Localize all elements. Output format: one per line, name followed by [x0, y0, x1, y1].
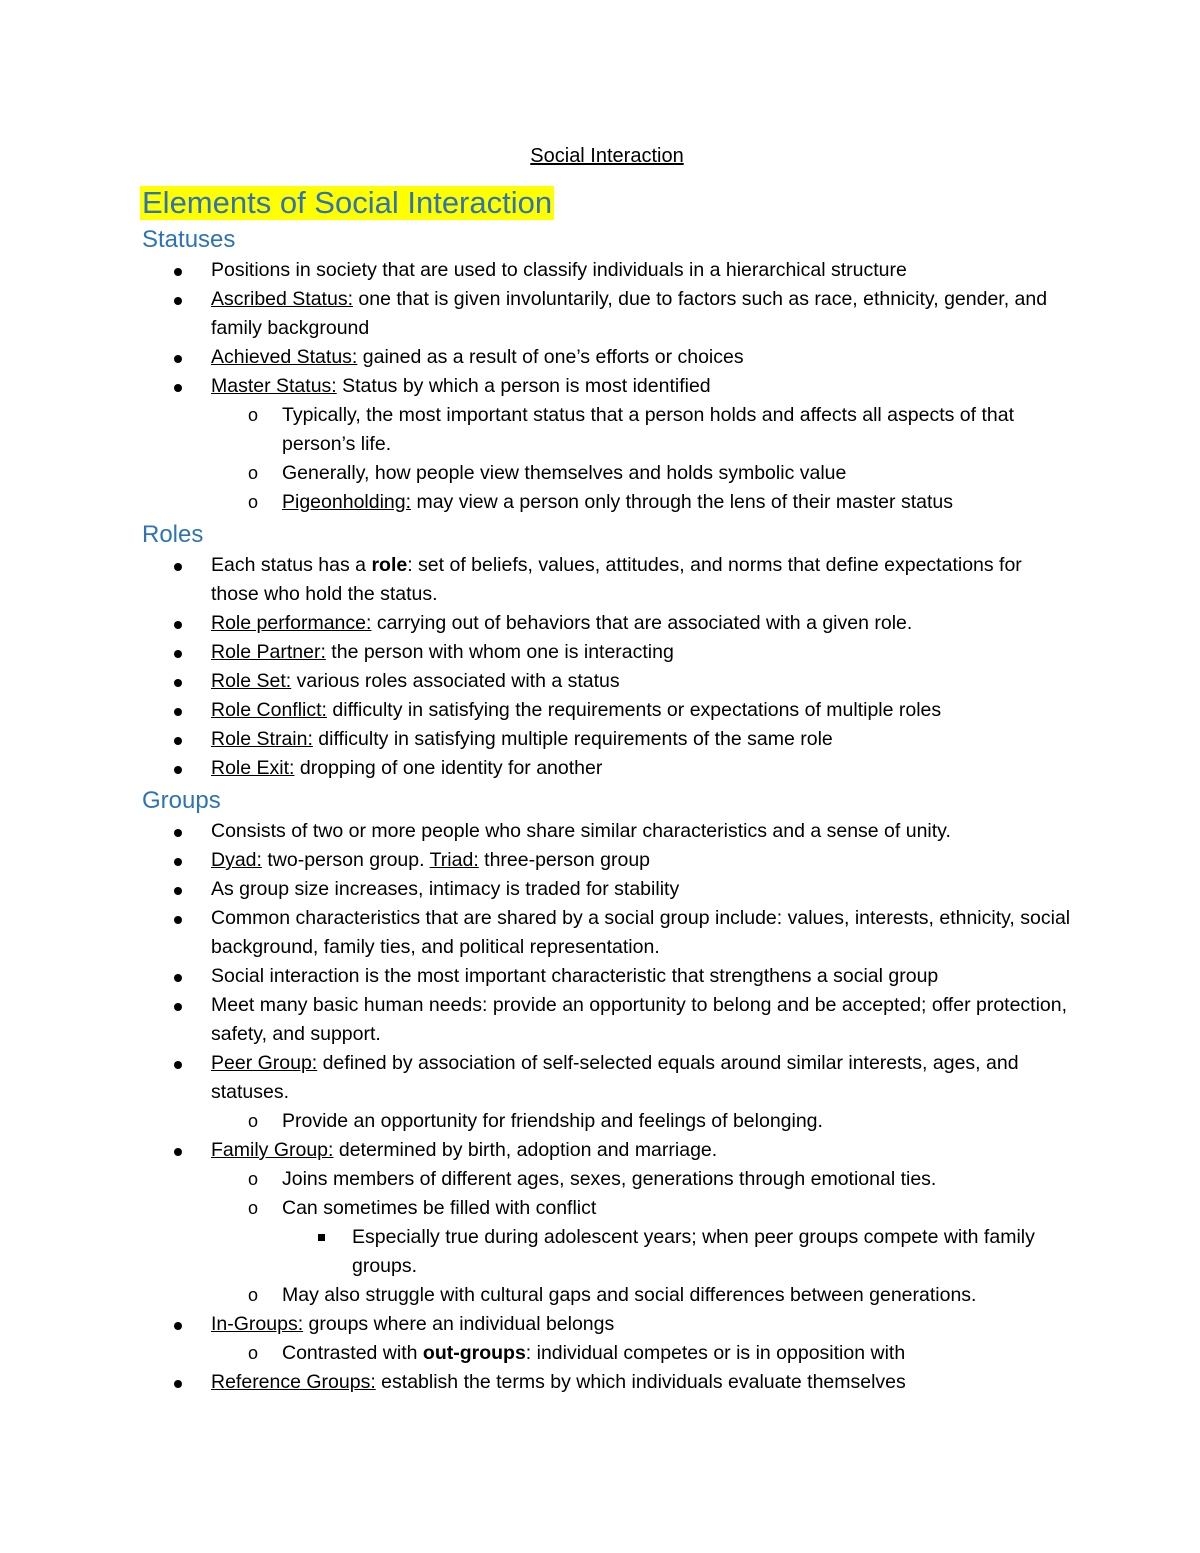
list-item: o May also struggle with cultural gaps and social differences between generations.: [142, 1281, 1072, 1310]
list-item: As group size increases, intimacy is traded for stability: [142, 875, 1072, 904]
list-item: Meet many basic human needs: provide an opportunity to belong and be accepted; offer protection, safety, and support.: [142, 991, 1072, 1049]
term: Role Partner:: [211, 641, 326, 663]
list-item: Each status has a role: set of beliefs, values, attitudes, and norms that define expectations for those who hold the status.: [142, 551, 1072, 609]
list-item: Social interaction is the most important characteristic that strengthens a social group: [142, 962, 1072, 991]
term: Peer Group:: [211, 1052, 318, 1074]
bold-term: role: [371, 554, 408, 576]
term: Role Exit:: [211, 757, 295, 779]
list-item: o Typically, the most important status that a person holds and affects all aspects of that person’s life.: [142, 401, 1072, 459]
term: Reference Groups:: [211, 1371, 376, 1393]
groups-list: [142, 817, 1072, 1107]
heading-roles: Roles: [142, 521, 204, 548]
groups-list-reference: [142, 1368, 1072, 1397]
circle-bullet-icon: o: [248, 1111, 259, 1131]
statuses-list: [142, 256, 1072, 401]
list-item: Ascribed Status: one that is given involuntarily, due to factors such as race, ethnicity, gender, and family background: [142, 285, 1072, 343]
term: In-Groups:: [211, 1313, 304, 1335]
bullet-icon: [174, 1061, 182, 1069]
list-item: Achieved Status: gained as a result of one’s efforts or choices: [142, 343, 1072, 372]
bullet-icon: [174, 1380, 182, 1388]
term: Master Status:: [211, 375, 337, 397]
list-item: Role Partner: the person with whom one is interacting: [142, 638, 1072, 667]
list-item: o Can sometimes be filled with conflict: [142, 1194, 1072, 1223]
list-item: o Contrasted with out-groups: individual competes or is in opposition with: [142, 1339, 1072, 1368]
bullet-icon: [174, 737, 182, 745]
list-item: Family Group: determined by birth, adoption and marriage.: [142, 1136, 1072, 1165]
bullet-icon: [174, 858, 182, 866]
term: Family Group:: [211, 1139, 334, 1161]
list-item: Master Status: Status by which a person is most identified: [142, 372, 1072, 401]
term: Role performance:: [211, 612, 372, 634]
circle-bullet-icon: o: [248, 1169, 259, 1189]
list-item: Common characteristics that are shared by a social group include: values, interests, ethnicity, social background, family ties, and political representation.: [142, 904, 1072, 962]
list-item: Positions in society that are used to classify individuals in a hierarchical structure: [142, 256, 1072, 285]
bullet-icon: [174, 355, 182, 363]
heading-elements: Elements of Social Interaction: [142, 185, 553, 220]
term: Pigeonholding:: [282, 491, 412, 513]
list-item: o Joins members of different ages, sexes, generations through emotional ties.: [142, 1165, 1072, 1194]
list-item: Consists of two or more people who share similar characteristics and a sense of unity.: [142, 817, 1072, 846]
term: Role Conflict:: [211, 699, 327, 721]
document-page: [142, 138, 1072, 1397]
heading-groups: Groups: [142, 787, 221, 814]
circle-bullet-icon: o: [248, 492, 259, 512]
bullet-icon: [174, 268, 182, 276]
list-item: Reference Groups: establish the terms by which individuals evaluate themselves: [142, 1368, 1072, 1397]
list-item: Peer Group: defined by association of self-selected equals around similar interests, ages, and statuses.: [142, 1049, 1072, 1107]
term: Triad:: [429, 849, 479, 871]
list-item: Especially true during adolescent years; when peer groups compete with family groups.: [142, 1223, 1072, 1281]
bullet-icon: [174, 1322, 182, 1330]
document-title: Social Interaction: [530, 145, 684, 167]
circle-bullet-icon: o: [248, 1343, 259, 1363]
list-item: Role Strain: difficulty in satisfying multiple requirements of the same role: [142, 725, 1072, 754]
circle-bullet-icon: o: [248, 463, 259, 483]
bullet-icon: [174, 1148, 182, 1156]
peer-group-sublist: [142, 1107, 1072, 1136]
list-item: Dyad: two-person group. Triad: three-person group: [142, 846, 1072, 875]
bullet-icon: [174, 297, 182, 305]
family-conflict-sublist: [142, 1223, 1072, 1281]
circle-bullet-icon: o: [248, 1198, 259, 1218]
bullet-icon: [174, 766, 182, 774]
family-group-sublist-2: [142, 1281, 1072, 1310]
list-item: o Provide an opportunity for friendship and feelings of belonging.: [142, 1107, 1072, 1136]
bullet-icon: [174, 829, 182, 837]
term: Dyad:: [211, 849, 262, 871]
list-item: Role Conflict: difficulty in satisfying the requirements or expectations of multiple roles: [142, 696, 1072, 725]
bullet-icon: [174, 916, 182, 924]
bullet-icon: [174, 384, 182, 392]
bullet-icon: [174, 1003, 182, 1011]
roles-list: [142, 551, 1072, 783]
in-group-sublist: [142, 1339, 1072, 1368]
square-bullet-icon: [318, 1234, 325, 1241]
term: Achieved Status:: [211, 346, 358, 368]
list-item: o Generally, how people view themselves and holds symbolic value: [142, 459, 1072, 488]
list-item: Role Exit: dropping of one identity for another: [142, 754, 1072, 783]
family-group-sublist: [142, 1165, 1072, 1223]
bullet-icon: [174, 679, 182, 687]
bullet-icon: [174, 650, 182, 658]
bullet-icon: [174, 708, 182, 716]
heading-statuses: Statuses: [142, 226, 236, 253]
bullet-icon: [174, 621, 182, 629]
groups-list-in: [142, 1310, 1072, 1339]
list-item: In-Groups: groups where an individual belongs: [142, 1310, 1072, 1339]
term: Role Set:: [211, 670, 292, 692]
list-item: Role Set: various roles associated with a status: [142, 667, 1072, 696]
groups-list-family: [142, 1136, 1072, 1165]
master-status-sublist: [142, 401, 1072, 517]
bullet-icon: [174, 974, 182, 982]
list-item: o Pigeonholding: may view a person only through the lens of their master status: [142, 488, 1072, 517]
term: Role Strain:: [211, 728, 313, 750]
bold-term: out-groups: [422, 1342, 526, 1364]
circle-bullet-icon: o: [248, 1285, 259, 1305]
circle-bullet-icon: o: [248, 405, 259, 425]
term: Ascribed Status:: [211, 288, 353, 310]
list-item: Role performance: carrying out of behaviors that are associated with a given role.: [142, 609, 1072, 638]
bullet-icon: [174, 887, 182, 895]
bullet-icon: [174, 563, 182, 571]
